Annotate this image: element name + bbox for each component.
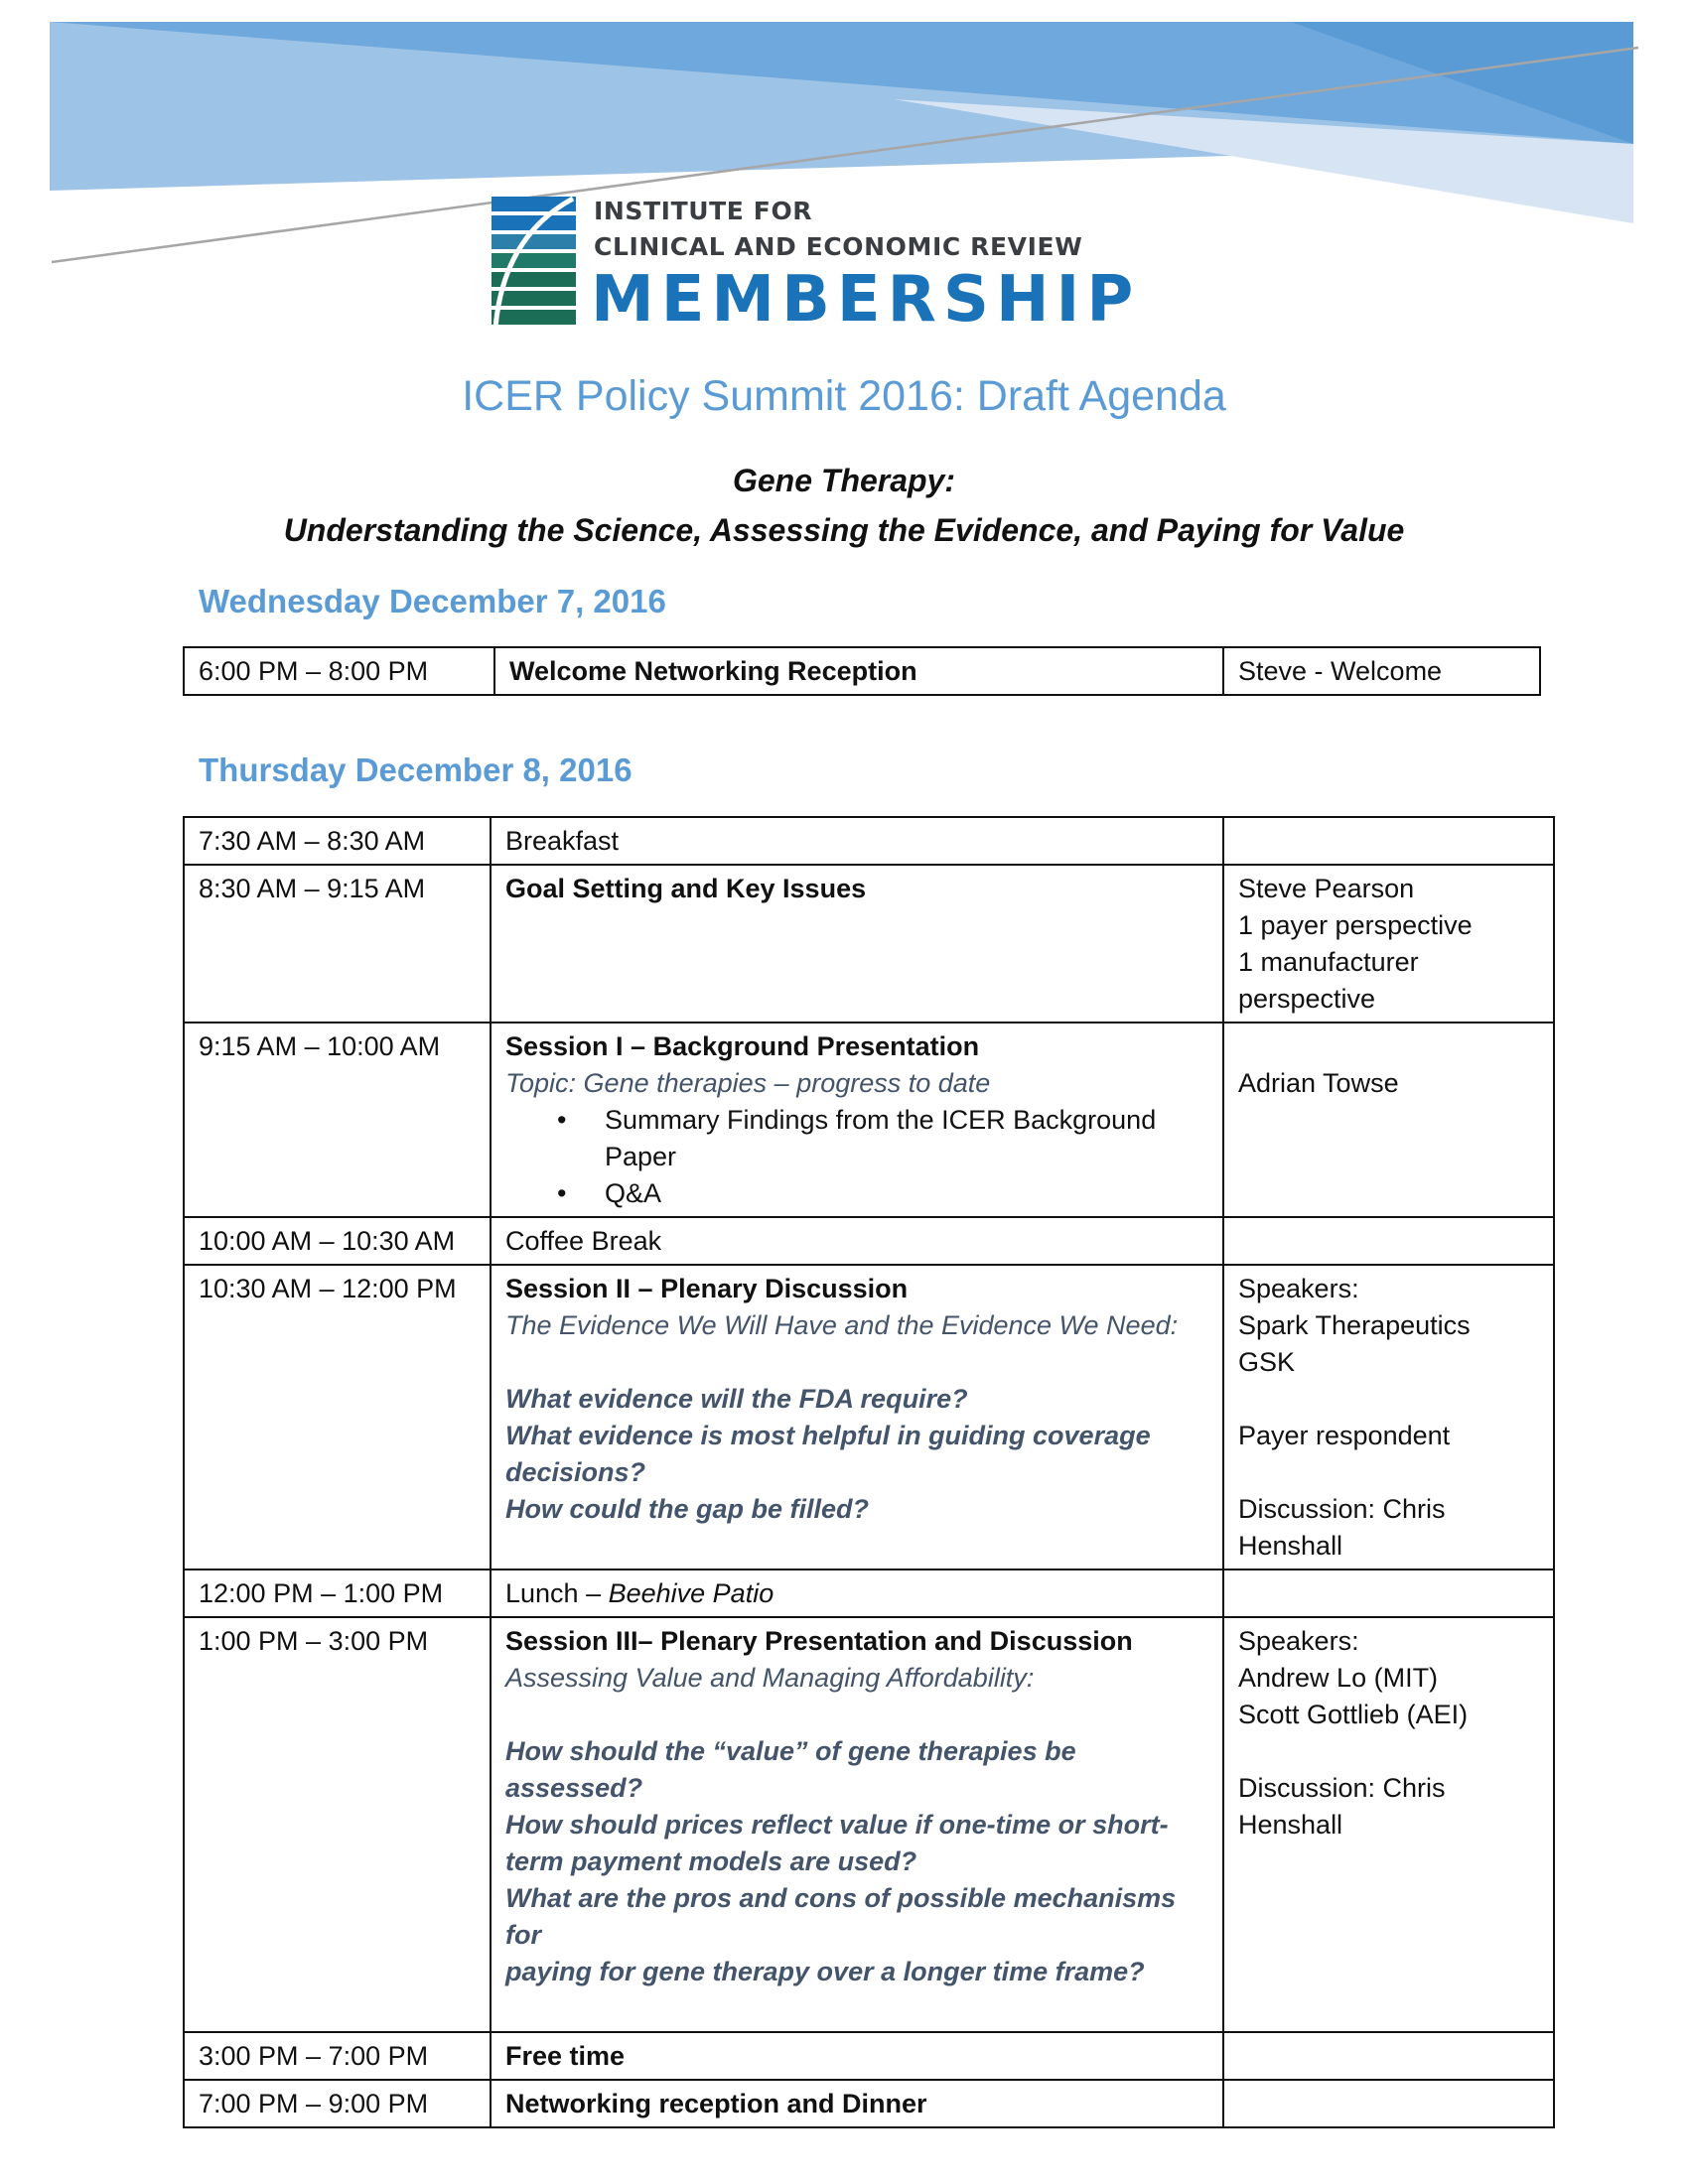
table-row (184, 817, 1554, 865)
question-line: What evidence is most helpful in guiding coverage (505, 1421, 1151, 1450)
thursday-agenda-table (183, 816, 1555, 2128)
speaker-line: Henshall (1238, 1810, 1343, 1840)
speaker-line: Adrian Towse (1238, 1068, 1399, 1098)
question-line: How could the gap be filled? (505, 1494, 870, 1524)
speaker-line: Discussion: Chris (1238, 1773, 1446, 1803)
session-topic: Topic: Gene therapies – progress to date (505, 1068, 991, 1098)
bullet-item: • Q&A (505, 1175, 1210, 1212)
speaker-line: perspective (1238, 984, 1376, 1014)
wednesday-agenda-table (183, 646, 1541, 696)
time-cell: 3:00 PM – 7:00 PM (184, 2032, 491, 2080)
time-cell: 1:00 PM – 3:00 PM (184, 1617, 491, 2032)
event-cell (491, 1023, 1223, 1217)
subtitle-line-1: Gene Therapy: (732, 463, 956, 498)
speaker-line: Henshall (1238, 1531, 1343, 1561)
icer-membership-logo (492, 197, 1187, 336)
lunch-location: Beehive Patio (608, 1578, 774, 1608)
event-cell: Coffee Break (491, 1217, 1223, 1265)
people-cell (1223, 1023, 1554, 1217)
speaker-line: Steve Pearson (1238, 874, 1415, 903)
table-row (184, 2032, 1554, 2080)
question-line: decisions? (505, 1457, 646, 1487)
spacer (505, 1990, 1210, 2027)
question-line: What evidence will the FDA require? (505, 1384, 968, 1414)
time-cell: 7:00 PM – 9:00 PM (184, 2080, 491, 2127)
people-cell (1223, 817, 1554, 865)
people-cell (1223, 865, 1554, 1023)
time-cell: 10:30 AM – 12:00 PM (184, 1265, 491, 1570)
question-line: How should prices reflect value if one-time or short- (505, 1810, 1169, 1840)
speaker-line: Speakers: (1238, 1274, 1359, 1303)
spacer (505, 1344, 1210, 1381)
spacer (1238, 1381, 1541, 1418)
speaker-line: 1 manufacturer (1238, 947, 1419, 977)
subtitle-line-2: Understanding the Science, Assessing the Evidence, and Paying for Value (283, 512, 1405, 548)
logo-line-institute: INSTITUTE FOR (594, 197, 813, 225)
table-row (184, 1023, 1554, 1217)
bullet-item-continuation (505, 1139, 1210, 1175)
question-line: paying for gene therapy over a longer time frame? (505, 1957, 1145, 1986)
event-cell: Breakfast (491, 817, 1223, 865)
session-topic: The Evidence We Will Have and the Evidence We Need: (505, 1310, 1179, 1340)
speaker-line: Andrew Lo (MIT) (1238, 1663, 1439, 1693)
people-cell (1223, 1570, 1554, 1617)
spacer (505, 1697, 1210, 1733)
time-cell: 12:00 PM – 1:00 PM (184, 1570, 491, 1617)
spacer (1238, 1454, 1541, 1491)
event-cell: Free time (491, 2032, 1223, 2080)
logo-line-review: CLINICAL AND ECONOMIC REVIEW (594, 232, 1083, 261)
event-cell (491, 1265, 1223, 1570)
speaker-line: Scott Gottlieb (AEI) (1238, 1700, 1469, 1729)
time-cell: 10:00 AM – 10:30 AM (184, 1217, 491, 1265)
time-cell: 9:15 AM – 10:00 AM (184, 1023, 491, 1217)
speaker-line: Speakers: (1238, 1626, 1359, 1656)
speaker-line: 1 payer perspective (1238, 910, 1473, 940)
people-cell: Steve - Welcome (1223, 647, 1540, 695)
spacer (1238, 1028, 1541, 1065)
people-cell (1223, 1617, 1554, 2032)
document-title: ICER Policy Summit 2016: Draft Agenda (462, 372, 1226, 420)
wednesday-heading: Wednesday December 7, 2016 (199, 583, 666, 619)
question-line: term payment models are used? (505, 1846, 917, 1876)
session-title: Session I – Background Presentation (505, 1031, 980, 1061)
session-topic: Assessing Value and Managing Affordability: (505, 1663, 1035, 1693)
speaker-line: Payer respondent (1238, 1421, 1451, 1450)
time-cell: 8:30 AM – 9:15 AM (184, 865, 491, 1023)
spacer (1238, 1733, 1541, 1770)
bullet-item: • Summary Findings from the ICER Background (505, 1102, 1210, 1139)
event-cell (491, 1570, 1223, 1617)
event-cell: Goal Setting and Key Issues (491, 865, 1223, 1023)
table-row (184, 2080, 1554, 2127)
event-cell: Welcome Networking Reception (494, 647, 1223, 695)
people-cell (1223, 2080, 1554, 2127)
table-row (184, 1570, 1554, 1617)
session-title: Session II – Plenary Discussion (505, 1274, 909, 1303)
people-cell (1223, 1217, 1554, 1265)
table-row (184, 1617, 1554, 2032)
bullet-continuation-text: Paper (605, 1142, 677, 1171)
lunch-label: Lunch – (505, 1578, 609, 1608)
speaker-line: Discussion: Chris (1238, 1494, 1446, 1524)
session-title: Session III– Plenary Presentation and Discussion (505, 1626, 1133, 1656)
time-cell: 6:00 PM – 8:00 PM (184, 647, 494, 695)
table-row (184, 865, 1554, 1023)
bullet-list (505, 1102, 1210, 1212)
table-row (184, 1265, 1554, 1570)
question-line: What are the pros and cons of possible mechanisms for (505, 1883, 1177, 1950)
icer-logo-mark-icon (492, 197, 576, 328)
event-cell: Networking reception and Dinner (491, 2080, 1223, 2127)
event-cell (491, 1617, 1223, 2032)
table-row (184, 1217, 1554, 1265)
speaker-line: Spark Therapeutics (1238, 1310, 1471, 1340)
speaker-line: GSK (1238, 1347, 1296, 1377)
thursday-heading: Thursday December 8, 2016 (199, 751, 633, 788)
question-line: How should the “value” of gene therapies be assessed? (505, 1736, 1076, 1803)
table-row (184, 647, 1540, 695)
logo-membership-word: MEMBERSHIP (591, 263, 1141, 337)
people-cell (1223, 2032, 1554, 2080)
time-cell: 7:30 AM – 8:30 AM (184, 817, 491, 865)
people-cell (1223, 1265, 1554, 1570)
